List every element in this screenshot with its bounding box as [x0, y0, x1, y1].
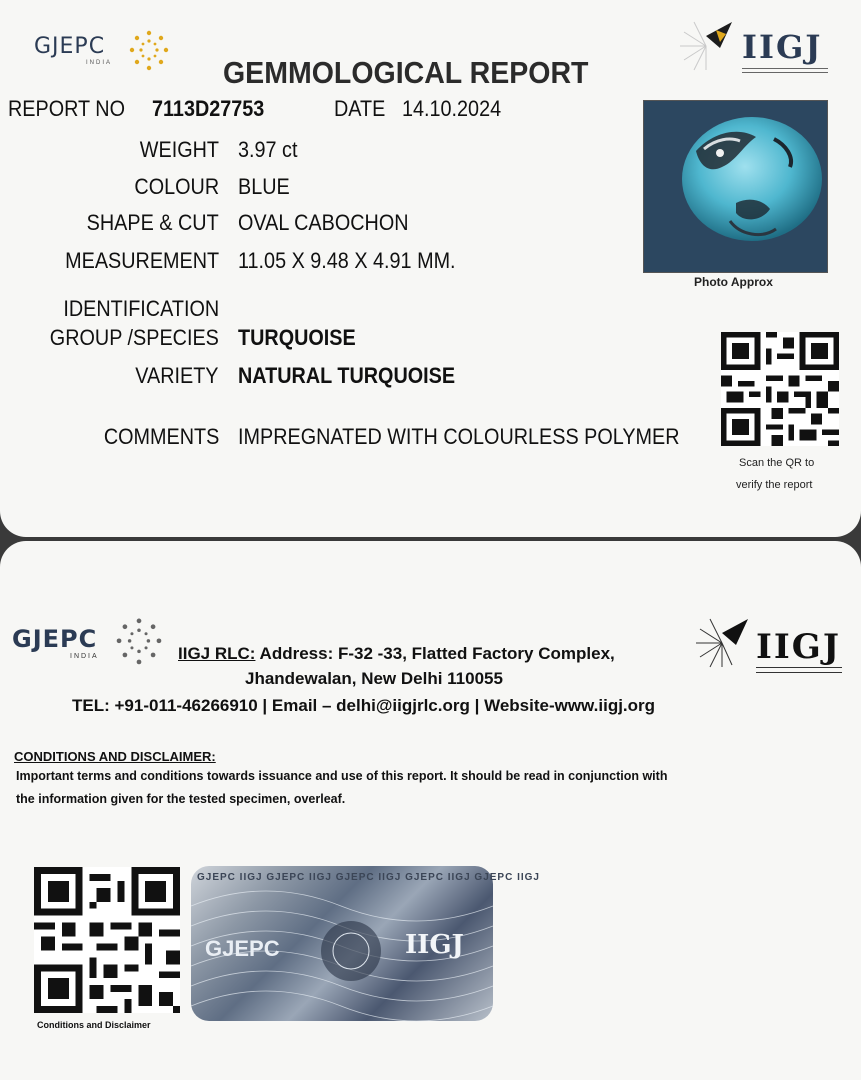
- hologram-brand-gjepc: GJEPC: [205, 936, 280, 961]
- hologram-brand-iigj: IIGJ: [405, 930, 464, 960]
- gem-photo: [643, 100, 828, 273]
- gjepc-logo-back-subtext: INDIA: [70, 653, 99, 660]
- identification-label: IDENTIFICATION: [63, 296, 219, 321]
- conditions-qr-caption: Conditions and Disclaimer: [37, 1020, 151, 1030]
- iigj-logo-back: [692, 611, 852, 681]
- variety-value: NATURAL TURQUOISE: [238, 363, 456, 388]
- sunburst-icon: [126, 28, 172, 74]
- report-no-value: 7113D27753: [152, 96, 265, 121]
- report-no-label: REPORT NO: [8, 96, 125, 121]
- shape-cut-value: OVAL CABOCHON: [238, 210, 409, 235]
- group-species-label: GROUP /SPECIES: [49, 325, 219, 350]
- report-back-card: [0, 541, 861, 1080]
- iigj-logo-underline: [742, 68, 828, 73]
- weight-label: WEIGHT: [139, 137, 219, 162]
- sunburst-back-icon: [112, 615, 166, 669]
- iigj-logo-back-text: IIGJ: [756, 627, 841, 667]
- gjepc-logo-back: [12, 619, 172, 669]
- gjepc-logo-back-text: GJEPC: [12, 625, 98, 653]
- group-species-value: TURQUOISE: [238, 325, 356, 350]
- measurement-value: 11.05 X 9.48 X 4.91 MM.: [238, 248, 456, 273]
- variety-label: VARIETY: [135, 363, 219, 388]
- comments-label: COMMENTS: [103, 424, 219, 449]
- gjepc-logo-subtext: INDIA: [86, 60, 113, 66]
- hologram-microtext: GJEPC IIGJ GJEPC IIGJ GJEPC IIGJ GJEPC IIGJ GJEPC IIGJ: [197, 872, 540, 883]
- gjepc-logo-text: GJEPC: [34, 34, 106, 59]
- weight-value: 3.97 ct: [238, 137, 298, 162]
- comments-value: IMPREGNATED WITH COLOURLESS POLYMER: [238, 424, 680, 449]
- address-line2: Jhandewalan, New Delhi 110055: [245, 669, 503, 688]
- colour-value: BLUE: [238, 174, 290, 199]
- address-line1: [178, 644, 615, 664]
- turquoise-gem-image: [644, 101, 827, 272]
- conditions-text-line2: the information given for the tested specimen, overleaf.: [16, 792, 346, 806]
- colour-label: COLOUR: [134, 174, 219, 199]
- qr-caption-line2: verify the report: [736, 479, 813, 491]
- diamond-burst-back-icon: [692, 615, 750, 671]
- conditions-heading: CONDITIONS AND DISCLAIMER:: [14, 749, 216, 764]
- measurement-label: MEASUREMENT: [64, 248, 219, 273]
- gjepc-logo: [34, 30, 184, 76]
- verification-qr-code[interactable]: [721, 332, 839, 446]
- iigj-logo-back-underline: [756, 667, 842, 673]
- contact-line: TEL: +91-011-46266910 | Email – delhi@iigjrlc.org | Website-www.iigj.org: [72, 696, 656, 715]
- iigj-logo: [676, 16, 836, 76]
- address-label: IIGJ RLC:: [178, 644, 256, 663]
- address-text: Address: F-32 -33, Flatted Factory Complex,: [255, 644, 615, 663]
- date-label: DATE: [334, 96, 386, 121]
- report-front-card: [0, 0, 861, 537]
- qr-caption-line1: Scan the QR to: [739, 457, 815, 469]
- shape-cut-label: SHAPE & CUT: [86, 210, 219, 235]
- photo-caption: Photo Approx: [694, 275, 773, 289]
- conditions-text-line1: Important terms and conditions towards issuance and use of this report. It should be read in conjunction with: [16, 769, 668, 783]
- report-title: GEMMOLOGICAL REPORT: [223, 55, 589, 90]
- diamond-burst-icon: [676, 18, 734, 74]
- security-hologram: [191, 866, 540, 1021]
- conditions-qr-code[interactable]: [34, 867, 180, 1013]
- iigj-logo-text: IIGJ: [742, 28, 823, 66]
- date-value: 14.10.2024: [402, 96, 502, 121]
